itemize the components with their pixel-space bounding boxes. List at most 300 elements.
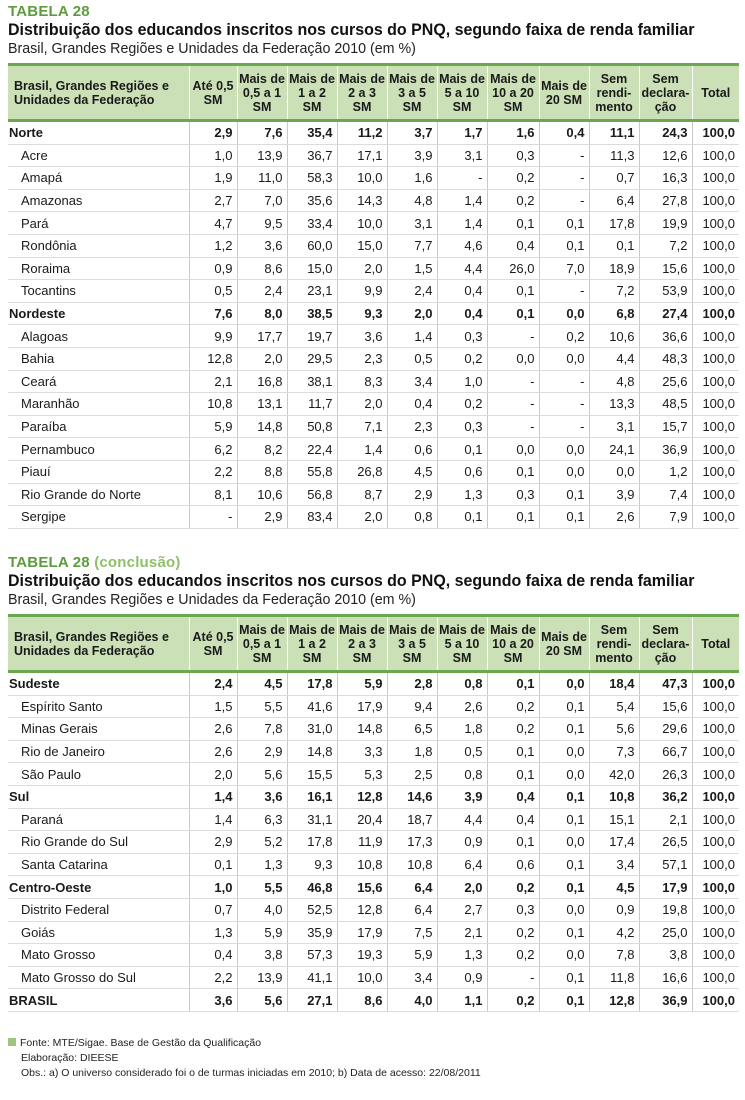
- table1-title: Distribuição dos educandos inscritos nos cursos do PNQ, segundo faixa de renda familiar: [8, 20, 695, 39]
- state-row: [8, 415, 739, 438]
- value-cell: 3,4: [387, 370, 437, 393]
- value-cell: 2,9: [387, 483, 437, 506]
- value-cell: 3,7: [387, 121, 437, 145]
- value-cell: 3,6: [337, 325, 387, 348]
- value-cell: 11,2: [337, 121, 387, 145]
- value-cell: 6,5: [387, 718, 437, 741]
- value-cell: 4,5: [237, 672, 287, 696]
- value-cell: 4,4: [437, 808, 487, 831]
- value-cell: 19,7: [287, 325, 337, 348]
- value-cell: 1,3: [237, 853, 287, 876]
- value-cell: 48,3: [639, 347, 692, 370]
- value-cell: 26,0: [487, 257, 539, 280]
- value-cell: 0,3: [437, 325, 487, 348]
- value-cell: 2,2: [189, 966, 237, 989]
- value-cell: 0,9: [589, 898, 639, 921]
- value-cell: 0,8: [437, 763, 487, 786]
- table2-title: Distribuição dos educandos inscritos nos cursos do PNQ, segundo faixa de renda familiar: [8, 571, 695, 590]
- value-cell: 2,7: [189, 189, 237, 212]
- value-cell: 1,6: [387, 167, 437, 190]
- value-cell: 3,8: [237, 944, 287, 967]
- value-cell: 100,0: [692, 393, 739, 416]
- row-label-cell: Mato Grosso: [8, 944, 189, 967]
- column-header-line: Sem: [600, 71, 628, 86]
- value-cell: 0,9: [437, 831, 487, 854]
- row-label-cell: BRASIL: [8, 989, 189, 1012]
- value-cell: 1,4: [387, 325, 437, 348]
- value-cell: 0,7: [189, 898, 237, 921]
- value-cell: 7,8: [589, 944, 639, 967]
- legend-square-icon: [8, 1038, 16, 1046]
- column-header: [437, 616, 487, 672]
- value-cell: 3,6: [189, 989, 237, 1012]
- value-cell: 8,7: [337, 483, 387, 506]
- value-cell: 0,2: [487, 876, 539, 899]
- value-cell: 3,4: [589, 853, 639, 876]
- value-cell: 17,7: [237, 325, 287, 348]
- state-row: [8, 460, 739, 483]
- column-header-line: SM: [352, 99, 372, 114]
- value-cell: 100,0: [692, 347, 739, 370]
- value-cell: 0,1: [539, 785, 589, 808]
- value-cell: 1,4: [437, 212, 487, 235]
- value-cell: 0,1: [437, 506, 487, 529]
- column-header-line: 10 a 20: [492, 85, 534, 100]
- value-cell: 15,0: [337, 234, 387, 257]
- table1-label: TABELA 28: [8, 3, 90, 20]
- value-cell: 41,1: [287, 966, 337, 989]
- value-cell: 2,0: [337, 257, 387, 280]
- value-cell: 6,2: [189, 438, 237, 461]
- row-label-cell: Goiás: [8, 921, 189, 944]
- value-cell: 2,4: [237, 280, 287, 303]
- value-cell: 3,9: [387, 144, 437, 167]
- footer-notes-text: Obs.: a) O universo considerado foi o de turmas iniciadas em 2010; b) Data de acesso: 22/08/2011: [21, 1067, 481, 1079]
- column-header-line: 1 a 2: [298, 636, 326, 651]
- state-row: [8, 898, 739, 921]
- value-cell: 4,4: [437, 257, 487, 280]
- value-cell: 12,8: [337, 785, 387, 808]
- value-cell: 5,2: [237, 831, 287, 854]
- row-label-cell: Norte: [8, 121, 189, 145]
- column-header: [589, 616, 639, 672]
- table1-body: [8, 121, 739, 529]
- value-cell: 1,4: [189, 808, 237, 831]
- value-cell: 9,4: [387, 695, 437, 718]
- value-cell: 35,4: [287, 121, 337, 145]
- value-cell: 100,0: [692, 695, 739, 718]
- row-label-cell: Espírito Santo: [8, 695, 189, 718]
- value-cell: -: [539, 393, 589, 416]
- value-cell: 100,0: [692, 415, 739, 438]
- value-cell: 0,1: [539, 483, 589, 506]
- state-row: [8, 695, 739, 718]
- value-cell: 0,0: [589, 460, 639, 483]
- value-cell: 0,4: [539, 121, 589, 145]
- value-cell: 3,4: [387, 966, 437, 989]
- column-header-line: 1 a 2: [298, 85, 326, 100]
- row-label-cell: Minas Gerais: [8, 718, 189, 741]
- value-cell: 100,0: [692, 989, 739, 1012]
- value-cell: -: [437, 167, 487, 190]
- column-header: [287, 616, 337, 672]
- value-cell: 2,0: [437, 876, 487, 899]
- value-cell: 0,1: [539, 695, 589, 718]
- value-cell: 0,4: [387, 393, 437, 416]
- value-cell: 12,8: [589, 989, 639, 1012]
- value-cell: 13,9: [237, 144, 287, 167]
- value-cell: -: [539, 189, 589, 212]
- value-cell: 0,1: [539, 718, 589, 741]
- value-cell: 0,4: [487, 808, 539, 831]
- value-cell: 1,2: [189, 234, 237, 257]
- value-cell: 2,3: [387, 415, 437, 438]
- value-cell: 2,9: [189, 121, 237, 145]
- value-cell: 3,6: [237, 234, 287, 257]
- value-cell: 27,8: [639, 189, 692, 212]
- value-cell: 26,3: [639, 763, 692, 786]
- value-cell: 12,8: [337, 898, 387, 921]
- value-cell: 0,1: [589, 234, 639, 257]
- column-header-line: mento: [595, 99, 633, 114]
- value-cell: 100,0: [692, 808, 739, 831]
- value-cell: 100,0: [692, 506, 739, 529]
- row-label-cell: Pará: [8, 212, 189, 235]
- value-cell: 55,8: [287, 460, 337, 483]
- value-cell: 60,0: [287, 234, 337, 257]
- row-label-cell: Rondônia: [8, 234, 189, 257]
- column-header-line: Brasil, Grandes Regiões e: [14, 629, 169, 644]
- column-header-line: Sem: [600, 622, 628, 637]
- column-header-line: 2 a 3: [348, 636, 376, 651]
- value-cell: 0,0: [539, 898, 589, 921]
- value-cell: 38,1: [287, 370, 337, 393]
- value-cell: 7,7: [387, 234, 437, 257]
- column-header-line: 2 a 3: [348, 85, 376, 100]
- value-cell: 4,5: [589, 876, 639, 899]
- state-row: [8, 144, 739, 167]
- value-cell: 100,0: [692, 212, 739, 235]
- value-cell: 100,0: [692, 325, 739, 348]
- value-cell: 9,9: [189, 325, 237, 348]
- table1-subtitle: Brasil, Grandes Regiões e Unidades da Federação 2010 (em %): [8, 40, 416, 57]
- column-header: [337, 616, 387, 672]
- value-cell: 5,9: [189, 415, 237, 438]
- state-row: [8, 234, 739, 257]
- value-cell: 2,6: [589, 506, 639, 529]
- value-cell: 8,3: [337, 370, 387, 393]
- value-cell: 18,4: [589, 672, 639, 696]
- state-row: [8, 944, 739, 967]
- column-header: [287, 65, 337, 121]
- value-cell: 0,1: [487, 763, 539, 786]
- column-header-line: Sem: [652, 622, 679, 637]
- value-cell: 1,3: [437, 483, 487, 506]
- value-cell: 5,6: [237, 763, 287, 786]
- column-header-line: Até 0,5: [192, 78, 234, 93]
- column-header: [692, 65, 739, 121]
- column-header-line: declara-: [641, 85, 690, 100]
- value-cell: 0,0: [539, 438, 589, 461]
- value-cell: 25,6: [639, 370, 692, 393]
- value-cell: 100,0: [692, 234, 739, 257]
- value-cell: 1,0: [189, 144, 237, 167]
- value-cell: 18,9: [589, 257, 639, 280]
- value-cell: 0,8: [437, 672, 487, 696]
- column-header-line: SM: [203, 643, 223, 658]
- value-cell: 0,0: [539, 944, 589, 967]
- value-cell: 6,4: [589, 189, 639, 212]
- value-cell: 100,0: [692, 831, 739, 854]
- value-cell: 7,8: [237, 718, 287, 741]
- column-header-line: Mais de: [289, 71, 335, 86]
- column-header: [539, 616, 589, 672]
- value-cell: 31,1: [287, 808, 337, 831]
- column-header-line: SM: [402, 650, 422, 665]
- value-cell: 100,0: [692, 876, 739, 899]
- value-cell: 100,0: [692, 944, 739, 967]
- value-cell: 13,3: [589, 393, 639, 416]
- value-cell: 0,9: [189, 257, 237, 280]
- value-cell: 0,0: [539, 460, 589, 483]
- value-cell: 58,3: [287, 167, 337, 190]
- value-cell: 4,5: [387, 460, 437, 483]
- value-cell: 2,9: [237, 740, 287, 763]
- value-cell: 5,9: [387, 944, 437, 967]
- value-cell: 36,9: [639, 438, 692, 461]
- value-cell: 0,5: [387, 347, 437, 370]
- value-cell: 3,9: [437, 785, 487, 808]
- value-cell: 8,0: [237, 302, 287, 325]
- value-cell: 27,4: [639, 302, 692, 325]
- footer-elaboration: Elaboração: DIEESE: [21, 1052, 119, 1064]
- value-cell: 1,3: [437, 944, 487, 967]
- value-cell: 100,0: [692, 257, 739, 280]
- value-cell: 10,8: [337, 853, 387, 876]
- column-header-line: SM: [503, 650, 523, 665]
- column-header-line: Mais de: [439, 622, 485, 637]
- value-cell: 2,1: [189, 370, 237, 393]
- value-cell: 7,4: [639, 483, 692, 506]
- table2-header-row: [8, 616, 739, 672]
- value-cell: 0,0: [539, 672, 589, 696]
- value-cell: 48,5: [639, 393, 692, 416]
- column-header: [692, 616, 739, 672]
- column-header-line: Mais de: [339, 71, 385, 86]
- value-cell: 0,0: [539, 302, 589, 325]
- value-cell: 15,6: [639, 695, 692, 718]
- table2-label: [8, 555, 739, 571]
- value-cell: 100,0: [692, 167, 739, 190]
- value-cell: 100,0: [692, 121, 739, 145]
- value-cell: 0,1: [539, 506, 589, 529]
- value-cell: 0,1: [189, 853, 237, 876]
- value-cell: 1,5: [387, 257, 437, 280]
- value-cell: 14,6: [387, 785, 437, 808]
- value-cell: 22,4: [287, 438, 337, 461]
- value-cell: 15,1: [589, 808, 639, 831]
- value-cell: 31,0: [287, 718, 337, 741]
- value-cell: 11,1: [589, 121, 639, 145]
- value-cell: 36,7: [287, 144, 337, 167]
- column-header-line: Mais de: [490, 71, 536, 86]
- column-header: [237, 65, 287, 121]
- value-cell: 29,6: [639, 718, 692, 741]
- value-cell: 100,0: [692, 763, 739, 786]
- value-cell: 2,5: [387, 763, 437, 786]
- value-cell: 1,3: [189, 921, 237, 944]
- value-cell: -: [539, 415, 589, 438]
- state-row: [8, 393, 739, 416]
- column-header-line: Mais de: [239, 71, 285, 86]
- value-cell: 0,2: [487, 944, 539, 967]
- value-cell: 7,3: [589, 740, 639, 763]
- column-header-line: 3 a 5: [398, 636, 426, 651]
- value-cell: 12,8: [189, 347, 237, 370]
- value-cell: 36,9: [639, 989, 692, 1012]
- value-cell: 1,8: [437, 718, 487, 741]
- value-cell: 15,5: [287, 763, 337, 786]
- value-cell: 1,8: [387, 740, 437, 763]
- value-cell: 57,3: [287, 944, 337, 967]
- column-header-line: SM: [302, 99, 322, 114]
- value-cell: -: [487, 370, 539, 393]
- value-cell: 11,3: [589, 144, 639, 167]
- value-cell: 3,9: [589, 483, 639, 506]
- value-cell: 3,1: [589, 415, 639, 438]
- value-cell: 23,1: [287, 280, 337, 303]
- value-cell: 2,6: [189, 718, 237, 741]
- row-label-cell: Alagoas: [8, 325, 189, 348]
- value-cell: 1,0: [437, 370, 487, 393]
- row-label-cell: Paraíba: [8, 415, 189, 438]
- value-cell: 0,4: [189, 944, 237, 967]
- value-cell: 7,2: [589, 280, 639, 303]
- region-row: [8, 989, 739, 1012]
- value-cell: 100,0: [692, 740, 739, 763]
- region-row: [8, 121, 739, 145]
- value-cell: 0,6: [487, 853, 539, 876]
- footer-notes: [8, 1036, 739, 1081]
- value-cell: 0,3: [487, 898, 539, 921]
- column-header-line: Unidades da Federação: [14, 92, 155, 107]
- value-cell: 4,8: [589, 370, 639, 393]
- value-cell: 19,9: [639, 212, 692, 235]
- row-label-cell: Amapá: [8, 167, 189, 190]
- column-header: [487, 65, 539, 121]
- value-cell: 0,1: [487, 831, 539, 854]
- value-cell: 52,5: [287, 898, 337, 921]
- value-cell: 100,0: [692, 438, 739, 461]
- value-cell: 9,3: [337, 302, 387, 325]
- value-cell: 0,0: [487, 438, 539, 461]
- value-cell: 10,0: [337, 167, 387, 190]
- value-cell: 36,2: [639, 785, 692, 808]
- value-cell: 11,0: [237, 167, 287, 190]
- value-cell: 2,0: [387, 302, 437, 325]
- value-cell: 57,1: [639, 853, 692, 876]
- value-cell: 16,6: [639, 966, 692, 989]
- row-label-cell: Roraima: [8, 257, 189, 280]
- value-cell: 5,9: [337, 672, 387, 696]
- value-cell: 100,0: [692, 189, 739, 212]
- value-cell: 100,0: [692, 853, 739, 876]
- value-cell: 19,8: [639, 898, 692, 921]
- value-cell: 100,0: [692, 483, 739, 506]
- table1-section: [8, 4, 739, 529]
- value-cell: 0,4: [437, 280, 487, 303]
- column-header-line: mento: [595, 650, 633, 665]
- row-label-cell: Centro-Oeste: [8, 876, 189, 899]
- row-label-cell: São Paulo: [8, 763, 189, 786]
- value-cell: -: [539, 167, 589, 190]
- value-cell: 0,5: [189, 280, 237, 303]
- value-cell: 17,8: [287, 831, 337, 854]
- column-header: [8, 65, 189, 121]
- column-header-line: Mais de: [389, 622, 435, 637]
- value-cell: 0,1: [539, 876, 589, 899]
- value-cell: 3,3: [337, 740, 387, 763]
- row-label-cell: Rio Grande do Norte: [8, 483, 189, 506]
- value-cell: 17,3: [387, 831, 437, 854]
- value-cell: 0,1: [539, 808, 589, 831]
- value-cell: 2,0: [337, 506, 387, 529]
- value-cell: 2,8: [387, 672, 437, 696]
- column-header-line: Mais de: [541, 78, 587, 93]
- value-cell: 8,8: [237, 460, 287, 483]
- value-cell: 0,1: [539, 234, 589, 257]
- column-header: [8, 616, 189, 672]
- value-cell: 0,1: [487, 506, 539, 529]
- value-cell: 1,6: [487, 121, 539, 145]
- value-cell: 17,9: [639, 876, 692, 899]
- value-cell: 1,1: [437, 989, 487, 1012]
- value-cell: 17,9: [337, 921, 387, 944]
- state-row: [8, 718, 739, 741]
- value-cell: 10,8: [589, 785, 639, 808]
- value-cell: 7,2: [639, 234, 692, 257]
- value-cell: 0,1: [437, 438, 487, 461]
- column-header-line: SM: [402, 99, 422, 114]
- value-cell: 2,2: [189, 460, 237, 483]
- region-row: [8, 672, 739, 696]
- column-header: [189, 65, 237, 121]
- value-cell: 4,0: [387, 989, 437, 1012]
- column-header-line: Sem: [652, 71, 679, 86]
- table2-section: [8, 555, 739, 1012]
- value-cell: 4,6: [437, 234, 487, 257]
- column-header: [539, 65, 589, 121]
- row-label-cell: Rio Grande do Sul: [8, 831, 189, 854]
- value-cell: 2,0: [237, 347, 287, 370]
- column-header-line: SM: [252, 99, 272, 114]
- value-cell: 1,5: [189, 695, 237, 718]
- row-label-cell: Ceará: [8, 370, 189, 393]
- column-header-line: 3 a 5: [398, 85, 426, 100]
- value-cell: 17,8: [287, 672, 337, 696]
- state-row: [8, 189, 739, 212]
- column-header-line: 20 SM: [545, 643, 583, 658]
- table2-label-suffix: (conclusão): [94, 554, 181, 571]
- value-cell: 83,4: [287, 506, 337, 529]
- value-cell: 2,4: [387, 280, 437, 303]
- value-cell: 26,8: [337, 460, 387, 483]
- column-header: [337, 65, 387, 121]
- value-cell: 9,3: [287, 853, 337, 876]
- value-cell: 0,6: [387, 438, 437, 461]
- column-header-line: Mais de: [239, 622, 285, 637]
- value-cell: 1,4: [189, 785, 237, 808]
